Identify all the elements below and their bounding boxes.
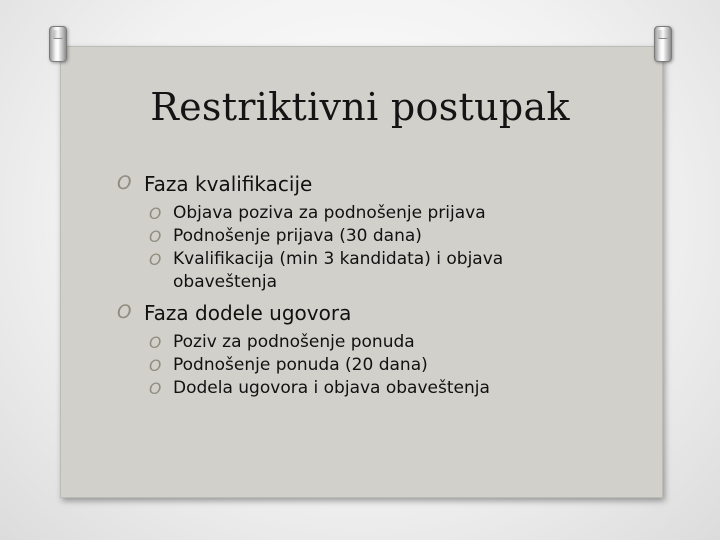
list-item-text: Poziv za podnošenje ponuda (173, 332, 415, 352)
list-item-text: Podnošenje prijava (30 dana) (173, 226, 422, 246)
list-item (117, 354, 637, 377)
bullet-o-icon: O (117, 173, 132, 194)
list-item-text: Kvalifikacija (min 3 kandidata) i objava obaveštenja (173, 249, 504, 292)
bullet-o-icon: O (149, 227, 162, 246)
list-item (117, 248, 593, 294)
list-item-text: Dodela ugovora i objava obaveštenja (173, 378, 490, 398)
section-heading-text: Faza dodele ugovora (144, 301, 352, 325)
bullet-o-icon: O (149, 333, 162, 352)
bullet-o-icon: O (149, 250, 162, 269)
list-item-text: Podnošenje ponuda (20 dana) (173, 355, 428, 375)
bullet-o-icon: O (117, 302, 132, 323)
section-heading (117, 299, 637, 327)
bullet-o-icon: O (149, 379, 162, 398)
bullet-o-icon: O (149, 204, 162, 223)
bullet-list (117, 170, 637, 400)
section-heading (117, 170, 637, 198)
pin-icon (49, 26, 67, 62)
bullet-o-icon: O (149, 356, 162, 375)
slide-title: Restriktivni postupak (150, 85, 570, 129)
list-item (117, 225, 637, 248)
list-item-text: Objava poziva za podnošenje prijava (173, 203, 486, 223)
section-heading-text: Faza kvalifikacije (144, 172, 313, 196)
list-item (117, 202, 637, 225)
pin-icon (654, 26, 672, 62)
list-item (117, 331, 637, 354)
list-item (117, 377, 637, 400)
